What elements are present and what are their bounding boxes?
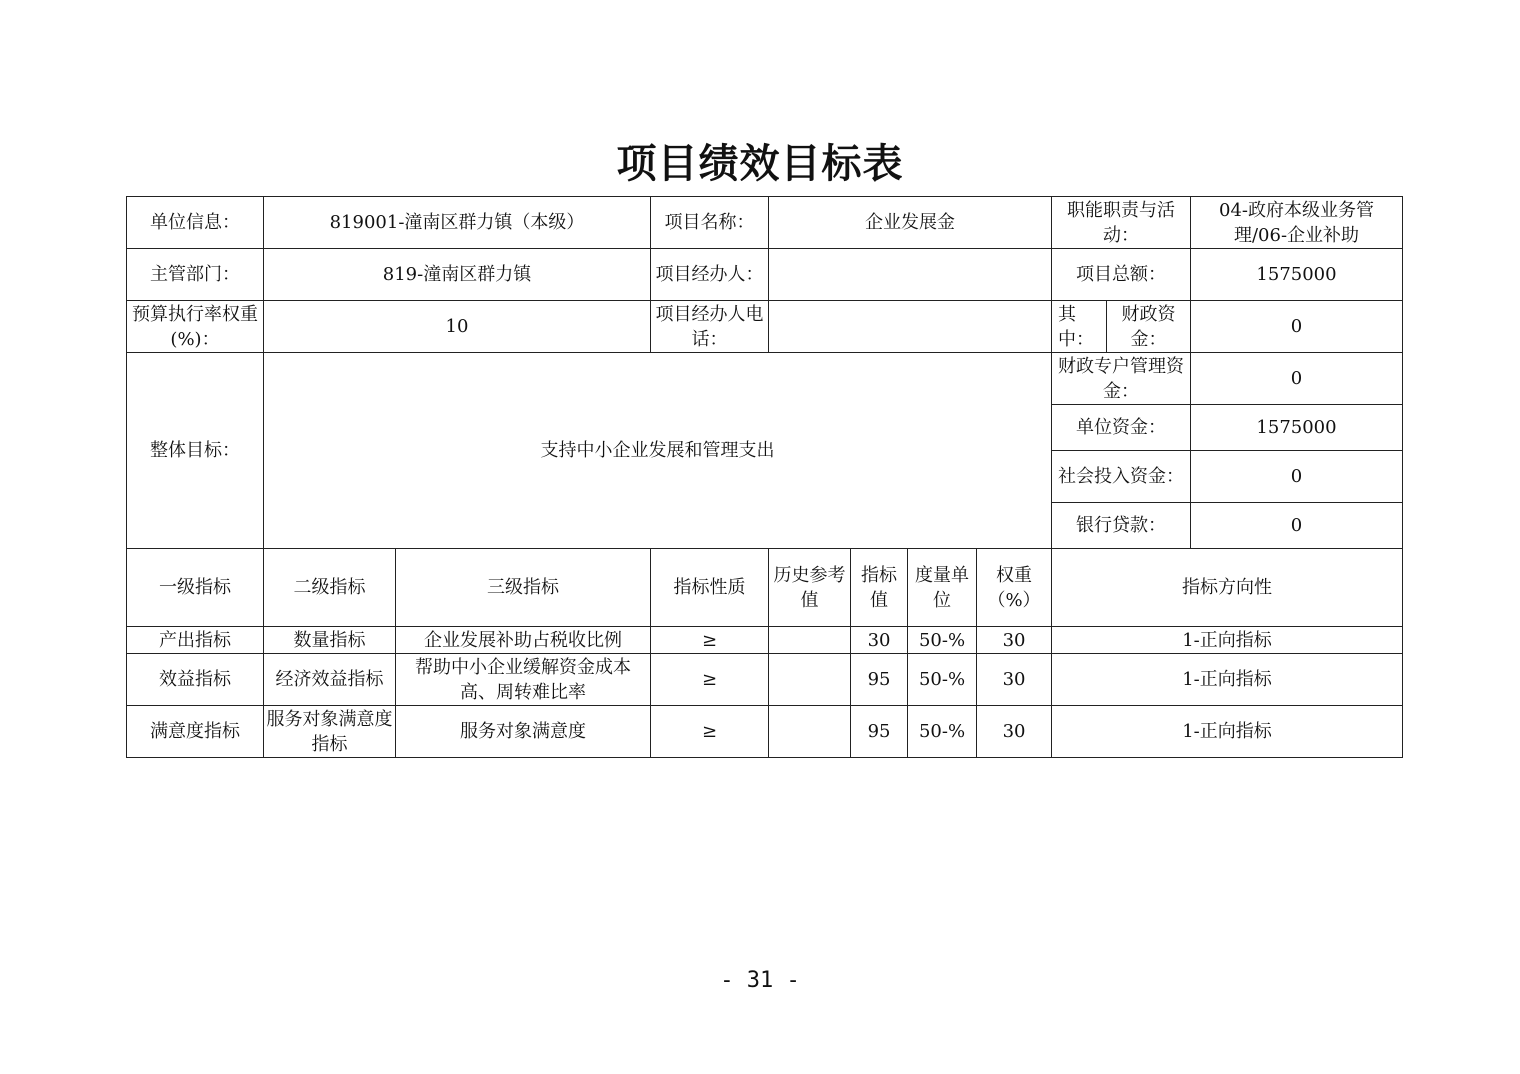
total-amount-value: 1575000 [1191,249,1403,301]
indicator-unit: 50-% [908,706,977,758]
indicator-unit: 50-% [908,627,977,654]
indicator-nature: ≥ [651,706,769,758]
indicator-nature: ≥ [651,627,769,654]
indicator-value: 95 [851,706,908,758]
header-weight: 权重（%） [977,549,1052,627]
indicator-weight: 30 [977,654,1052,706]
indicator-header-row [127,549,1403,627]
page-number: - 31 - [720,968,800,993]
duty-label: 职能职责与活动： [1052,197,1191,249]
header-direction: 指标方向性 [1052,549,1403,627]
budget-rate-value: 10 [264,301,651,353]
indicator-direction: 1-正向指标 [1052,706,1403,758]
handler-phone-value [769,301,1052,353]
row-fiscal-special [127,353,1403,405]
indicator-direction: 1-正向指标 [1052,654,1403,706]
indicator-history [769,627,851,654]
table-row [127,627,1403,654]
header-level2: 二级指标 [264,549,396,627]
header-level1: 一级指标 [127,549,264,627]
indicator-weight: 30 [977,627,1052,654]
indicator-level2: 经济效益指标 [264,654,396,706]
header-history: 历史参考值 [769,549,851,627]
indicator-direction: 1-正向指标 [1052,627,1403,654]
header-nature: 指标性质 [651,549,769,627]
indicator-level3: 企业发展补助占税收比例 [396,627,651,654]
project-name-label: 项目名称： [651,197,769,249]
header-unit: 度量单位 [908,549,977,627]
bank-loan-label: 银行贷款： [1052,503,1191,549]
fiscal-fund-label: 财政资金： [1107,301,1191,353]
indicator-nature: ≥ [651,654,769,706]
bank-loan-value: 0 [1191,503,1403,549]
handler-label: 项目经办人： [651,249,769,301]
budget-rate-label: 预算执行率权重(%)： [127,301,264,353]
fiscal-special-value: 0 [1191,353,1403,405]
department-value: 819-潼南区群力镇 [264,249,651,301]
social-fund-value: 0 [1191,451,1403,503]
header-value: 指标值 [851,549,908,627]
social-fund-label: 社会投入资金： [1052,451,1191,503]
indicator-history [769,654,851,706]
handler-phone-label: 项目经办人电话： [651,301,769,353]
indicator-value: 95 [851,654,908,706]
indicator-level1: 满意度指标 [127,706,264,758]
row-budget-rate [127,301,1403,353]
project-name-value: 企业发展金 [769,197,1052,249]
fiscal-special-label: 财政专户管理资金： [1052,353,1191,405]
indicator-history [769,706,851,758]
indicator-level3: 帮助中小企业缓解资金成本高、周转难比率 [396,654,651,706]
unit-fund-value: 1575000 [1191,405,1403,451]
unit-info-value: 819001-潼南区群力镇（本级） [264,197,651,249]
row-department [127,249,1403,301]
overall-goal-label: 整体目标： [127,353,264,549]
table-row [127,654,1403,706]
header-level3: 三级指标 [396,549,651,627]
among-label: 其中： [1052,301,1107,353]
duty-value: 04-政府本级业务管理/06-企业补助 [1191,197,1403,249]
department-label: 主管部门： [127,249,264,301]
indicator-level2: 数量指标 [264,627,396,654]
row-unit-info [127,197,1403,249]
indicator-unit: 50-% [908,654,977,706]
unit-info-label: 单位信息： [127,197,264,249]
table-row [127,706,1403,758]
unit-fund-label: 单位资金： [1052,405,1191,451]
overall-goal-value: 支持中小企业发展和管理支出 [264,353,1052,549]
indicator-level3: 服务对象满意度 [396,706,651,758]
total-amount-label: 项目总额： [1052,249,1191,301]
document-title: 项目绩效目标表 [616,140,904,187]
indicator-weight: 30 [977,706,1052,758]
fiscal-fund-value: 0 [1191,301,1403,353]
indicator-level2: 服务对象满意度指标 [264,706,396,758]
indicator-level1: 效益指标 [127,654,264,706]
handler-value [769,249,1052,301]
indicator-value: 30 [851,627,908,654]
performance-target-table [126,196,1403,758]
indicator-level1: 产出指标 [127,627,264,654]
